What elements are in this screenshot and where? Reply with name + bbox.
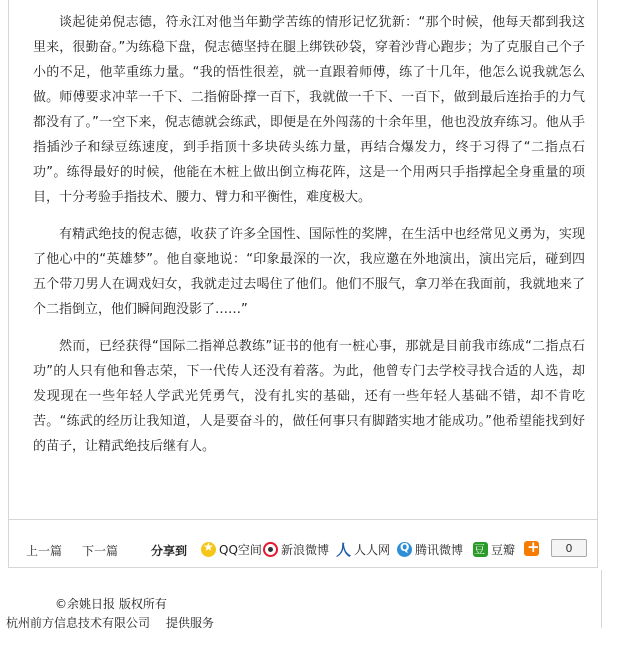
copyright-text: ©余姚日报 版权所有	[55, 597, 167, 611]
company-name: 杭州前方信息技术有限公司	[6, 616, 151, 630]
article-body	[33, 10, 585, 471]
share-more-button[interactable]	[524, 541, 542, 556]
next-article-link[interactable]: 下一篇	[82, 544, 119, 558]
renren-icon	[336, 542, 351, 557]
share-douban-label: 豆瓣	[491, 543, 516, 557]
share-tencent-weibo-button[interactable]	[397, 541, 463, 558]
share-qzone-label: QQ空间	[219, 543, 262, 557]
share-count-badge: 0	[551, 539, 587, 557]
share-qzone-button[interactable]	[201, 541, 262, 558]
share-tencent-weibo-label: 腾讯微博	[415, 543, 464, 557]
article-container	[8, 0, 598, 520]
share-renren-label: 人人网	[354, 543, 391, 557]
share-douban-button[interactable]	[473, 541, 515, 558]
share-renren-button[interactable]	[336, 541, 390, 558]
tencent-weibo-icon	[397, 542, 412, 557]
article-toolbar	[8, 520, 598, 568]
share-label: 分享到	[151, 544, 188, 558]
douban-icon	[473, 542, 488, 557]
service-link[interactable]: 提供服务	[166, 616, 215, 630]
share-sina-weibo-label: 新浪微博	[281, 543, 330, 557]
article-paragraph-3: 然而，已经获得“国际二指禅总教练”证书的他有一桩心事，那就是目前我市练成“二指点石功”的人只有他和鲁志荣，下一代传人还没有着落。为此，他曾专门去学校寻找合适的人选，却发现现在一些年轻人学武光凭勇气，没有扎实的基础，还有一些年轻人基础不错，却不肯吃苦。“练武的经历让我知道，人是要奋斗的，做任何事只有脚踏实地才能成功。”他希望能找到好的苗子，让精武绝技后继有人。	[33, 339, 585, 454]
article-paragraph-1: 谈起徒弟倪志德，符永江对他当年勤学苦练的情形记忆犹新：“那个时候，他每天都到我这里来，很勤奋。”为练稳下盘，倪志德坚持在腿上绑铁砂袋，穿着沙背心跑步；为了克服自己个子小的不足，他苹重练力量。“我的悟性很差，就一直跟着师傅，练了十几年，他怎么说我就怎么做。师傅要求冲苹一千下、二指俯卧撑一百下，我就做一千下、一百下，做到最后连抬手的力气都没有了。”一空下来，倪志德就会练武，即便是在外闯荡的十余年里，他也没放弃练习。他从手指插沙子和绿豆练速度，到手指顶十多块砖头练力量，再结合爆发力，终于习得了“二指点石功”。练得最好的时候，他能在木桩上做出倒立梅花阵，这是一个用两只手指撑起全身重量的项目，十分考验手指技术、腰力、臂力和平衡性，难度极大。	[33, 15, 585, 205]
page-footer	[0, 570, 619, 652]
weibo-icon	[263, 542, 278, 557]
share-sina-weibo-button[interactable]	[263, 541, 329, 558]
article-paragraph-2: 有精武绝技的倪志德，收获了许多全国性、国际性的奖牌，在生活中也经常见义勇为，实现了他心中的“英雄梦”。他自豪地说：“印象最深的一次，我应邀在外地演出，演出完后，碰到四五个带刀男人在调戏妇女，我就走过去喝住了他们。他们不服气，拿刀举在我面前，我就地来了个二指倒立，他们瞬间跑没影了……”	[33, 227, 585, 317]
prev-article-link[interactable]: 上一篇	[26, 544, 63, 558]
plus-icon	[524, 541, 539, 556]
qzone-icon	[201, 542, 216, 557]
